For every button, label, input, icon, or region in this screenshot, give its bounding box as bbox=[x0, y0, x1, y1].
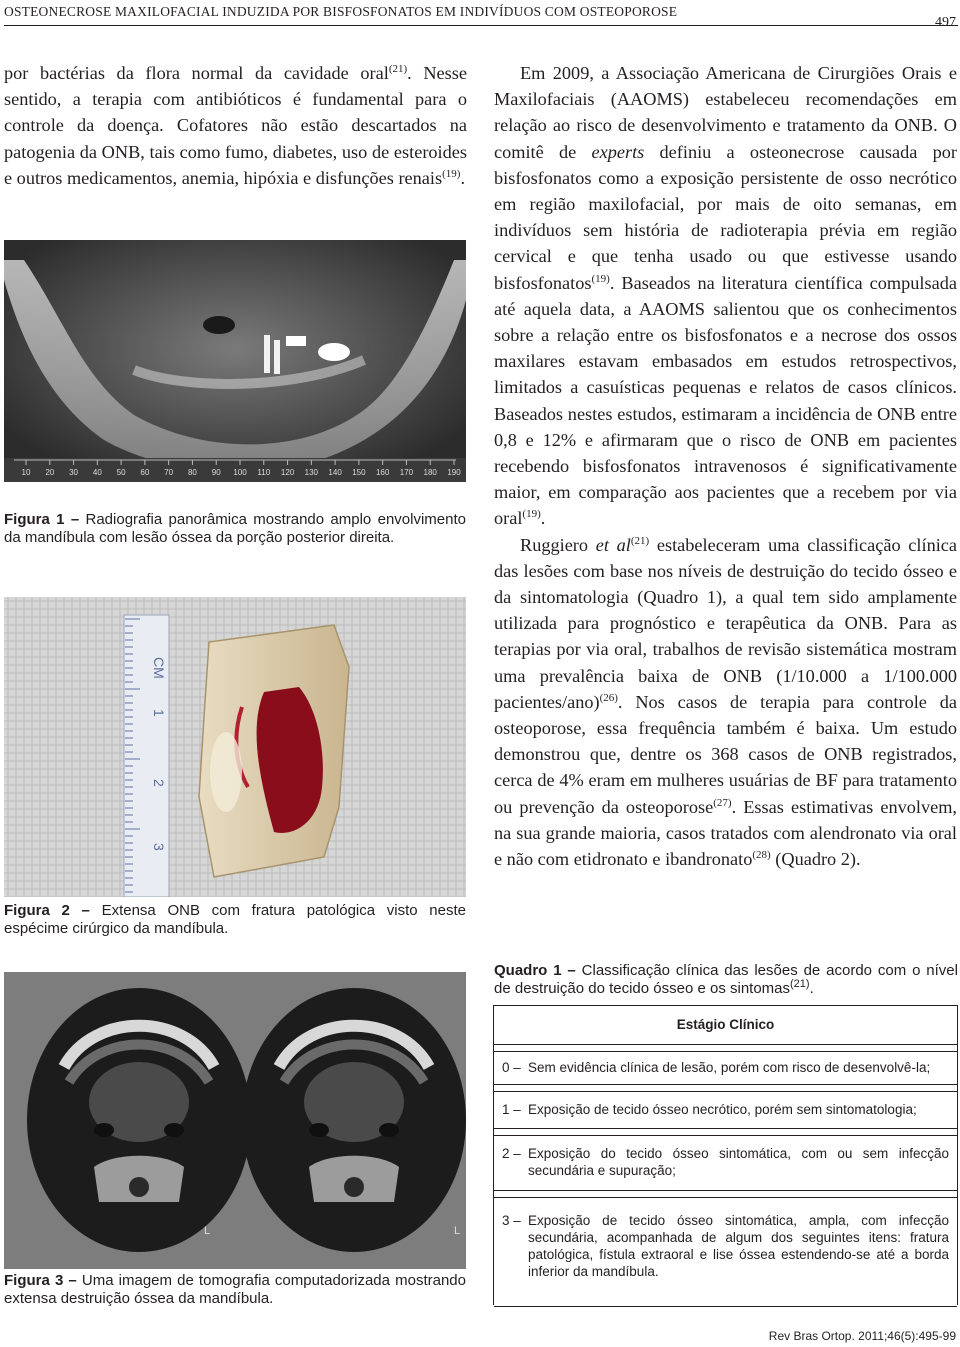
ruler-tick-label: 60 bbox=[140, 468, 150, 477]
figure-2-surgical-specimen bbox=[4, 597, 466, 897]
ruler-tick-label: 120 bbox=[280, 468, 295, 477]
reference-marker: (19) bbox=[442, 167, 461, 180]
quadro-1-caption bbox=[494, 962, 958, 998]
text-run: . Nesse sentido, a terapia com antibióticos é fundamental para o controle da doença. Cofatores não estão descartados na patogenia da ONB, tais como fumo, diabetes, uso de esteroides e outros medicamentos, anemia, hipóxia e disfunções renais bbox=[4, 63, 468, 188]
stage-description: Exposição do tecido ósseo sintomática, com ou sem infecção secundária e supuração; bbox=[528, 1146, 949, 1178]
panoramic-radiograph-image bbox=[4, 240, 466, 482]
reference-marker: (26) bbox=[599, 691, 618, 704]
stage-description: Sem evidência clínica de lesão, porém com risco de desenvolvê-la; bbox=[528, 1060, 931, 1075]
quadro-1-caption-text: Classificação clínica das lesões de acordo com o nível de destruição do tecido ósseo e os sintomas bbox=[494, 962, 958, 997]
journal-citation-footer: Rev Bras Ortop. 2011;46(5):495-99 bbox=[768, 1329, 956, 1343]
figure-1-panoramic-radiograph bbox=[4, 240, 466, 482]
ruler-tick-label: 80 bbox=[187, 468, 197, 477]
ruler-mark-1: 1 bbox=[151, 709, 167, 717]
paragraph bbox=[4, 60, 467, 191]
text-run: . bbox=[809, 980, 814, 997]
ruler-tick-label: 110 bbox=[257, 468, 271, 477]
right-column-text bbox=[494, 60, 957, 872]
ruler-mark-2: 2 bbox=[151, 779, 167, 787]
caption-dash: – bbox=[64, 511, 86, 528]
running-header bbox=[4, 3, 958, 30]
figure-1-caption bbox=[4, 511, 466, 547]
ruler-tick-label: 30 bbox=[69, 468, 79, 477]
ruler-tick-label: 140 bbox=[328, 468, 342, 477]
reference-marker: (21) bbox=[630, 534, 650, 547]
text-run: (Quadro 2). bbox=[770, 849, 861, 870]
ruler-tick-label: 180 bbox=[423, 468, 437, 477]
ct-side-marker: L bbox=[454, 1225, 461, 1237]
ruler-tick-label: 90 bbox=[211, 468, 221, 477]
text-run: . Baseados na literatura científica compulsada até aquela data, a AAOMS salientou que os conhecimentos sobre a relação entre os bisfosfonatos e a necrose dos ossos maxilares estavam embasados em estudos retrospectivos, limitados a casuísticas pequenas e relatos de casos clínicos. Baseados nestes estudos, estimaram a incidência de ONB entre 0,8 e 12% e afirmaram que o risco de ONB em pacientes recebendo bisfosfonatos intravenosos é significativamente maior, em comparação aos pacientes que a recebem por via oral bbox=[494, 272, 957, 529]
text-run: Ruggiero bbox=[520, 534, 596, 555]
stage-number: 3 – bbox=[502, 1213, 521, 1228]
table-cell bbox=[502, 1145, 949, 1179]
surgical-specimen-image bbox=[4, 597, 466, 897]
figure-1-caption-text: Radiografia panorâmica mostrando amplo envolvimento da mandíbula com lesão óssea da porção posterior direita. bbox=[4, 511, 466, 546]
text-run: estabeleceram uma classificação clínica das lesões com base nos níveis de destruição do tecido ósseo e da sintomatologia (Quadro 1), a qual tem sido amplamente utilizada para prognóstico e terapêutica da ONB. Para as terapias por via oral, trabalhos de revisão sistemática mostram uma prevalência baixa de ONB (1/10.000 a 1/100.000 pacientes/ano) bbox=[494, 534, 958, 712]
text-run: definiu a osteonecrose causada por bisfosfonatos como a exposição persistente de osso necrótico em região maxilofacial, por mais de oito semanas, em indivíduos sem história de radioterapia prévia em região cervical e que tenha usado ou que estivesse usando bisfosfonatos bbox=[494, 141, 957, 293]
reference-marker: (21) bbox=[790, 978, 810, 990]
figure-3-caption bbox=[4, 1272, 466, 1308]
table-cell bbox=[502, 1059, 949, 1076]
table-header: Estágio Clínico bbox=[676, 1017, 775, 1032]
reference-marker: (21) bbox=[388, 62, 408, 75]
table-row bbox=[494, 1197, 957, 1307]
ruler-tick-label: 150 bbox=[352, 468, 366, 477]
table-row bbox=[494, 1135, 957, 1191]
ct-side-marker: L bbox=[204, 1225, 211, 1237]
ruler-tick-label: 100 bbox=[233, 468, 247, 477]
text-run: . bbox=[540, 508, 546, 529]
ruler-tick-label: 70 bbox=[164, 468, 174, 477]
table-row bbox=[494, 1091, 957, 1129]
figure-2-caption bbox=[4, 902, 466, 938]
ruler-tick-label: 10 bbox=[21, 468, 31, 477]
quadro-1-table bbox=[493, 1005, 958, 1305]
text-run: Em 2009, a Associação Americana de Cirurgiões Orais e Maxilofaciais (AAOMS) estabeleceu recomendações em relação ao risco de desenvolvimento e tratamento da ONB. O comitê de bbox=[494, 63, 957, 162]
text-run: por bactérias da flora normal da cavidade oral bbox=[4, 63, 389, 83]
paragraph bbox=[494, 60, 957, 532]
ruler-tick-label: 190 bbox=[447, 468, 461, 477]
ruler-tick-label: 40 bbox=[92, 468, 102, 477]
ruler-mark-3: 3 bbox=[151, 843, 167, 851]
page-number: 497 bbox=[935, 15, 956, 30]
figure-3-label: Figura 3 bbox=[4, 1272, 64, 1289]
stage-description: Exposição de tecido ósseo sintomática, ampla, com infecção secundária, acompanhada de algum dos seguintes itens: fratura patológica, fístula extraoral e lise óssea estendendo-se até a borda inferior da mandíbula. bbox=[528, 1213, 949, 1279]
ct-slice-left bbox=[27, 988, 251, 1252]
ruler-tick-label: 50 bbox=[116, 468, 126, 477]
figure-3-caption-text: Uma imagem de tomografia computadorizada mostrando extensa destruição óssea da mandíbula. bbox=[4, 1272, 466, 1307]
ruler-cm-label: CM bbox=[151, 657, 167, 679]
text-run: . bbox=[460, 167, 466, 188]
text-run-italic: et al bbox=[595, 534, 631, 555]
running-title: OSTEONECROSE MAXILOFACIAL INDUZIDA POR BISFOSFONATOS EM INDIVÍDUOS COM OSTEOPOROSE bbox=[4, 4, 678, 19]
text-run-italic: experts bbox=[591, 141, 645, 162]
figure-2-label: Figura 2 bbox=[4, 902, 70, 919]
figure-2-caption-text: Extensa ONB com fratura patológica visto neste espécime cirúrgico da mandíbula. bbox=[4, 902, 466, 937]
quadro-1-label: Quadro 1 bbox=[494, 962, 562, 979]
figure-3-ct-scan bbox=[4, 972, 466, 1269]
reference-marker: (28) bbox=[752, 849, 771, 861]
ct-scan-image bbox=[4, 972, 466, 1269]
ruler-tick-label: 170 bbox=[399, 468, 414, 477]
stage-number: 2 – bbox=[502, 1146, 521, 1161]
text-run: . Nos casos de terapia para controle da osteoporose, essa frequência também é baixa. Um estudo demonstrou que, dentre os 368 casos de ONB registrados, cerca de 4% eram em mulheres usuárias de BF para tratamento ou prevenção da osteoporose bbox=[494, 691, 957, 817]
stage-number: 0 – bbox=[502, 1060, 521, 1075]
figure-1-label: Figura 1 bbox=[4, 511, 65, 528]
paragraph bbox=[494, 532, 957, 873]
ruler-tick-label: 160 bbox=[375, 468, 390, 477]
caption-dash: – bbox=[63, 1272, 82, 1289]
caption-dash: – bbox=[561, 962, 582, 979]
table-header-row bbox=[494, 1005, 957, 1045]
left-column-text bbox=[4, 60, 467, 191]
reference-marker: (27) bbox=[713, 796, 732, 809]
ruler-tick-label: 130 bbox=[304, 468, 319, 477]
stage-number: 1 – bbox=[502, 1102, 521, 1117]
text-run: . Essas estimativas envolvem, na sua grande maioria, casos tratados com alendronato via oral e não com etidronato e ibandronato bbox=[494, 796, 957, 870]
ct-slice-right bbox=[242, 988, 466, 1252]
stage-description: Exposição de tecido ósseo necrótico, porém sem sintomatologia; bbox=[528, 1102, 917, 1117]
reference-marker: (19) bbox=[591, 272, 610, 285]
table-row bbox=[494, 1051, 957, 1085]
reference-marker: (19) bbox=[522, 508, 541, 521]
table-cell bbox=[502, 1212, 949, 1280]
table-cell bbox=[502, 1101, 949, 1118]
caption-dash: – bbox=[69, 902, 102, 919]
ruler-tick-label: 20 bbox=[45, 468, 55, 477]
